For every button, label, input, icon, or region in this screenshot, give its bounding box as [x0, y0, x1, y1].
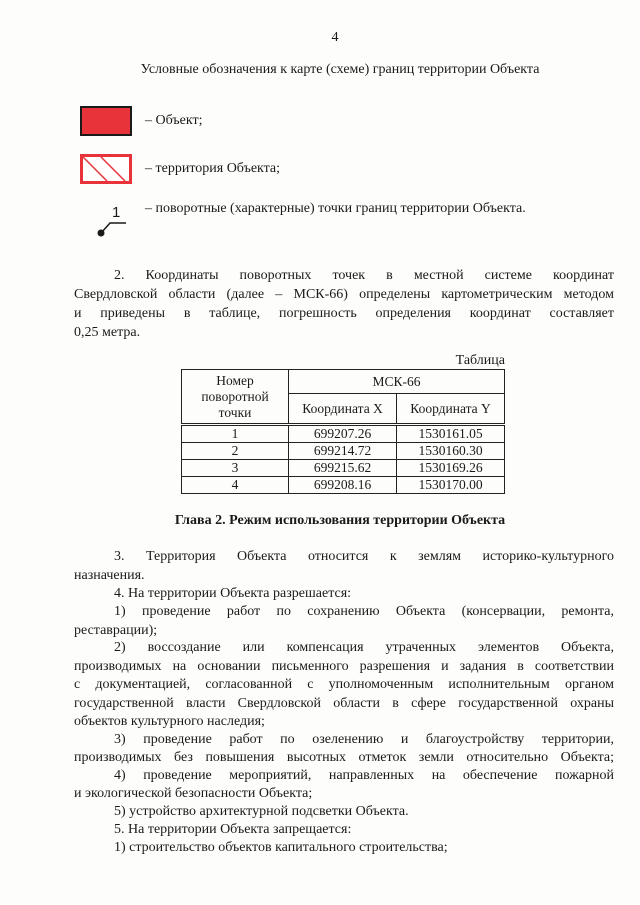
- coordinates-table: [181, 369, 505, 494]
- x-cell: 699207.26: [289, 425, 397, 443]
- item-4-line1: 4) проведение мероприятий, направленных на обеспечение пожарной: [114, 768, 614, 783]
- header-y: Координата Y: [397, 394, 505, 425]
- page-number: 4: [331, 30, 339, 45]
- x-cell: 699208.16: [289, 477, 397, 494]
- table-row: [182, 425, 505, 443]
- y-cell: 1530161.05: [397, 425, 505, 443]
- item-1-line2: реставрации);: [74, 623, 158, 638]
- legend-point-text: – поворотные (характерные) точки границ территории Объекта.: [145, 201, 526, 216]
- y-cell: 1530170.00: [397, 477, 505, 494]
- header-point-number: Номер поворотной точки: [182, 370, 289, 425]
- x-cell: 699215.62: [289, 460, 397, 477]
- header-coordinate-system: МСК-66: [289, 370, 505, 394]
- chapter-title: Глава 2. Режим использования территории Объекта: [174, 513, 506, 528]
- point-number-cell: 2: [182, 443, 289, 460]
- section2-line2: Свердловской области (далее – МСК-66) определены картометрическим методом: [74, 287, 614, 302]
- point-number-cell: 3: [182, 460, 289, 477]
- item-2-line3: с документацией, согласованной с уполномоченным исполнительным органом: [74, 677, 614, 692]
- item-2-line4: государственной власти Свердловской области в сфере государственной охраны: [74, 696, 614, 711]
- header-x: Координата X: [289, 394, 397, 425]
- point-number-cell: 4: [182, 477, 289, 494]
- section2-line4: 0,25 метра.: [74, 325, 141, 340]
- table-row: [182, 477, 505, 494]
- paragraph-3-line1: 3. Территория Объекта относится к землям историко-культурного: [114, 549, 614, 564]
- legend-territory-text: – территория Объекта;: [145, 161, 281, 176]
- item-2-line2: производимых на основании письменного разрешения и задания в соответствии: [74, 659, 614, 674]
- paragraph-5: 5. На территории Объекта запрещается:: [114, 822, 352, 837]
- item-3-line1: 3) проведение работ по озеленению и благоустройству территории,: [114, 732, 614, 747]
- table-row: [182, 460, 505, 477]
- object-fill-icon: [80, 106, 132, 136]
- y-cell: 1530169.26: [397, 460, 505, 477]
- turning-point-icon: [92, 203, 132, 239]
- y-cell: 1530160.30: [397, 443, 505, 460]
- legend-object-text: – Объект;: [145, 113, 203, 128]
- forbidden-item-1: 1) строительство объектов капитального строительства;: [114, 840, 448, 855]
- table-row: [182, 443, 505, 460]
- item-2-line5: объектов культурного наследия;: [74, 714, 265, 729]
- x-cell: 699214.72: [289, 443, 397, 460]
- table-caption: Таблица: [455, 353, 505, 368]
- item-3-line2: производимых без повышения высотных отметок земли относительно Объекта;: [74, 750, 614, 765]
- item-5: 5) устройство архитектурной подсветки Объекта.: [114, 804, 409, 819]
- turning-point-label: 1: [112, 204, 121, 221]
- item-2-line1: 2) воссоздание или компенсация утраченных элементов Объекта,: [114, 640, 614, 655]
- paragraph-4: 4. На территории Объекта разрешается:: [114, 586, 352, 601]
- legend-title: Условные обозначения к карте (схеме) границ территории Объекта: [140, 62, 540, 77]
- territory-hatch-icon: [80, 154, 132, 184]
- item-1-line1: 1) проведение работ по сохранению Объекта (консервации, ремонта,: [114, 604, 614, 619]
- item-4-line2: и экологической безопасности Объекта;: [74, 786, 313, 801]
- point-number-cell: 1: [182, 425, 289, 443]
- paragraph-3-line2: назначения.: [74, 568, 145, 583]
- section2-line3: и приведены в таблице, погрешность определения координат составляет: [74, 306, 614, 321]
- section2-line1: 2. Координаты поворотных точек в местной системе координат: [114, 268, 614, 283]
